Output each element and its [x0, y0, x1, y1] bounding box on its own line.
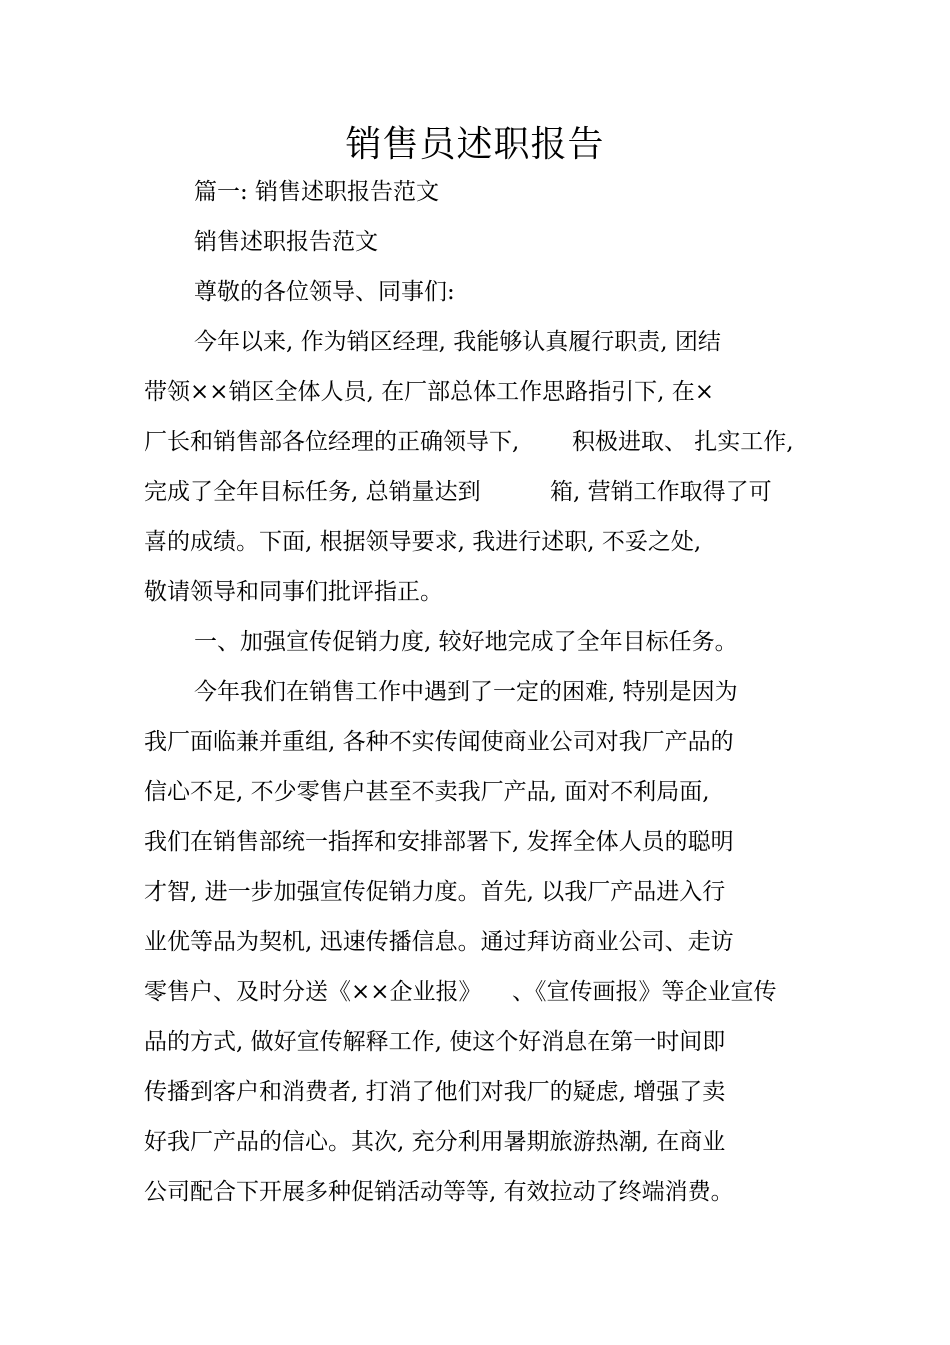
paragraph-line: 才智, 进一步加强宣传促销力度。首先, 以我厂产品进入行 — [144, 879, 726, 905]
line-segment: 厂长和销售部各位经理的正确领导下, — [144, 429, 520, 455]
paragraph-line — [144, 427, 844, 457]
document-title: 销售员述职报告 — [345, 124, 605, 165]
chapter-heading: 篇一: 销售述职报告范文 — [194, 179, 440, 205]
paragraph-line: 今年以来, 作为销区经理, 我能够认真履行职责, 团结 — [194, 329, 721, 355]
paragraph-line: 传播到客户和消费者, 打消了他们对我厂的疑虑, 增强了卖 — [144, 1079, 726, 1105]
section-heading: 一、加强宣传促销力度, 较好地完成了全年目标任务。 — [194, 629, 738, 655]
paragraph-line: 今年我们在销售工作中遇到了一定的困难, 特别是因为 — [194, 679, 738, 705]
line-segment: 、《宣传画报》等企业宣传 — [512, 979, 777, 1005]
paragraph-line — [144, 477, 844, 507]
paragraph-line: 带领××销区全体人员, 在厂部总体工作思路指引下, 在× — [144, 379, 715, 405]
paragraph-line: 业优等品为契机, 迅速传播信息。通过拜访商业公司、走访 — [144, 929, 734, 955]
paragraph-line: 我厂面临兼并重组, 各种不实传闻使商业公司对我厂产品的 — [144, 729, 734, 755]
paragraph-line: 公司配合下开展多种促销活动等等, 有效拉动了终端消费。 — [144, 1179, 734, 1205]
paragraph-line: 品的方式, 做好宣传解释工作, 使这个好消息在第一时间即 — [144, 1029, 726, 1055]
paragraph-line: 好我厂产品的信心。其次, 充分利用暑期旅游热潮, 在商业 — [144, 1129, 726, 1155]
subtitle: 销售述职报告范文 — [194, 229, 378, 255]
line-segment: 积极进取、 扎实工作, — [572, 429, 794, 455]
paragraph-line: 喜的成绩。下面, 根据领导要求, 我进行述职, 不妥之处, — [144, 529, 702, 555]
paragraph-line: 信心不足, 不少零售户甚至不卖我厂产品, 面对不利局面, — [144, 779, 710, 805]
line-segment: 完成了全年目标任务, 总销量达到 — [144, 479, 481, 505]
paragraph-line — [144, 977, 844, 1007]
line-segment: 零售户、及时分送《××企业报》 — [144, 979, 482, 1005]
salutation: 尊敬的各位领导、同事们: — [194, 279, 455, 305]
paragraph-line: 敬请领导和同事们批评指正。 — [144, 579, 443, 605]
line-segment: 箱, 营销工作取得了可 — [550, 479, 772, 505]
paragraph-line: 我们在销售部统一指挥和安排部署下, 发挥全体人员的聪明 — [144, 829, 734, 855]
